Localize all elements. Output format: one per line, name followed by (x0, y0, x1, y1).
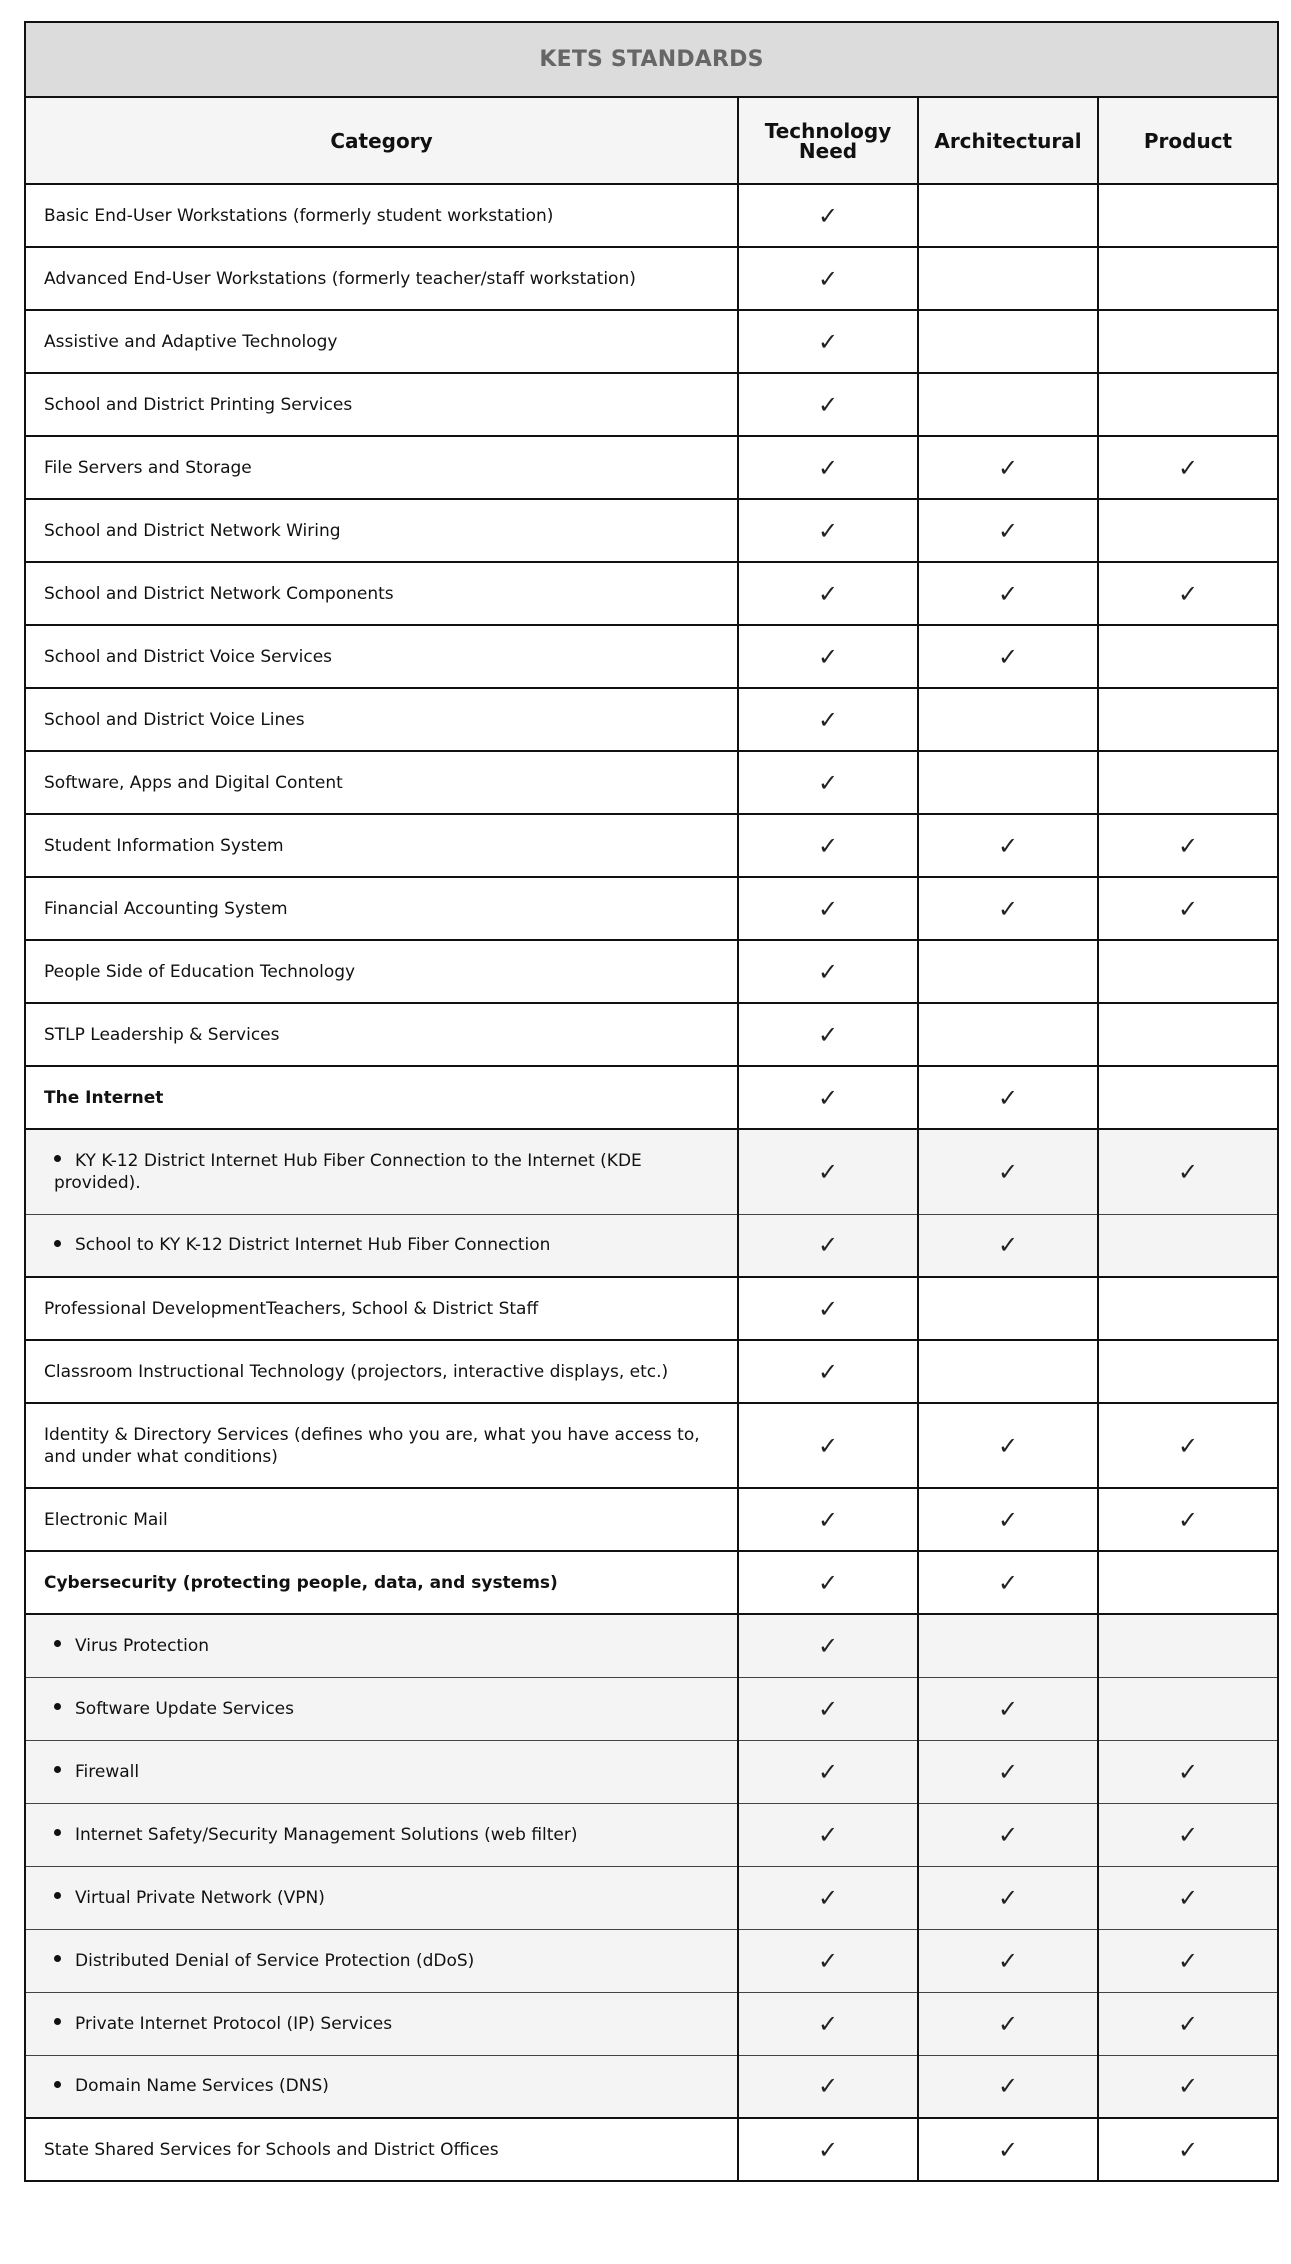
table-row (25, 1866, 1278, 1929)
technology-need-cell (738, 1866, 918, 1929)
product-cell (1098, 877, 1278, 940)
bullet-icon (54, 2018, 61, 2025)
category-label: Electronic Mail (44, 1509, 168, 1530)
checkmark-icon: ✓ (817, 642, 839, 671)
technology-need-cell (738, 1066, 918, 1129)
architectural-cell (918, 1551, 1098, 1614)
product-cell (1098, 1003, 1278, 1066)
product-cell (1098, 940, 1278, 1003)
category-label: School and District Network Components (44, 583, 394, 604)
architectural-cell (918, 1488, 1098, 1551)
category-label: Student Information System (44, 835, 284, 856)
architectural-cell (918, 1066, 1098, 1129)
checkmark-icon: ✓ (1177, 1820, 1199, 1849)
product-cell (1098, 184, 1278, 247)
category-label: Virus Protection (75, 1635, 210, 1656)
checkmark-icon: ✓ (817, 768, 839, 797)
product-cell (1098, 1488, 1278, 1551)
product-cell (1098, 562, 1278, 625)
category-cell (25, 1214, 738, 1277)
checkmark-icon: ✓ (817, 831, 839, 860)
product-cell (1098, 1551, 1278, 1614)
technology-need-cell (738, 1340, 918, 1403)
checkmark-icon: ✓ (997, 894, 1019, 923)
checkmark-icon: ✓ (817, 1157, 839, 1186)
product-cell (1098, 499, 1278, 562)
architectural-cell (918, 940, 1098, 1003)
category-label: School and District Printing Services (44, 394, 353, 415)
table-row (25, 562, 1278, 625)
bullet-icon (54, 1155, 61, 1162)
table-row (25, 2055, 1278, 2118)
category-label: Private Internet Protocol (IP) Services (75, 2013, 393, 2034)
checkmark-icon: ✓ (817, 2072, 839, 2101)
product-cell (1098, 2118, 1278, 2181)
architectural-cell (918, 247, 1098, 310)
category-cell (25, 940, 738, 1003)
checkmark-icon: ✓ (817, 453, 839, 482)
architectural-cell (918, 1614, 1098, 1677)
table-row (25, 625, 1278, 688)
checkmark-icon: ✓ (817, 579, 839, 608)
technology-need-cell (738, 1803, 918, 1866)
product-cell (1098, 1866, 1278, 1929)
product-cell (1098, 1340, 1278, 1403)
checkmark-icon: ✓ (1177, 1431, 1199, 1460)
checkmark-icon: ✓ (817, 1020, 839, 1049)
architectural-cell (918, 751, 1098, 814)
checkmark-icon: ✓ (817, 1231, 839, 1260)
category-label: School and District Voice Lines (44, 709, 305, 730)
table-row (25, 1403, 1278, 1488)
technology-need-cell (738, 499, 918, 562)
technology-need-cell (738, 1003, 918, 1066)
category-cell (25, 1340, 738, 1403)
table-row (25, 1677, 1278, 1740)
table-row (25, 1614, 1278, 1677)
category-cell (25, 877, 738, 940)
table-row (25, 814, 1278, 877)
bullet-icon (54, 2081, 61, 2088)
category-cell (25, 688, 738, 751)
technology-need-cell (738, 1740, 918, 1803)
table-row (25, 1488, 1278, 1551)
architectural-cell (918, 1740, 1098, 1803)
architectural-cell (918, 1340, 1098, 1403)
product-cell (1098, 1214, 1278, 1277)
category-label: Basic End-User Workstations (formerly student workstation) (44, 205, 554, 226)
architectural-cell (918, 436, 1098, 499)
checkmark-icon: ✓ (817, 1946, 839, 1975)
column-header-architectural: Architectural (918, 97, 1098, 184)
bullet-icon (54, 1703, 61, 1710)
checkmark-icon: ✓ (817, 516, 839, 545)
technology-need-cell (738, 1929, 918, 1992)
technology-need-cell (738, 940, 918, 1003)
kets-standards-sheet (24, 21, 1277, 2182)
bullet-icon (54, 1640, 61, 1647)
architectural-cell (918, 184, 1098, 247)
checkmark-icon: ✓ (1177, 831, 1199, 860)
architectural-cell (918, 1929, 1098, 1992)
technology-need-cell (738, 184, 918, 247)
technology-need-cell (738, 1677, 918, 1740)
checkmark-icon: ✓ (1177, 1757, 1199, 1786)
technology-need-cell (738, 1214, 918, 1277)
checkmark-icon: ✓ (997, 516, 1019, 545)
technology-need-cell (738, 1992, 918, 2055)
checkmark-icon: ✓ (997, 2009, 1019, 2038)
checkmark-icon: ✓ (1177, 1505, 1199, 1534)
category-cell (25, 625, 738, 688)
category-label: State Shared Services for Schools and District Offices (44, 2139, 499, 2160)
checkmark-icon: ✓ (1177, 2135, 1199, 2164)
checkmark-icon: ✓ (817, 1431, 839, 1460)
product-cell (1098, 625, 1278, 688)
checkmark-icon: ✓ (817, 1568, 839, 1597)
checkmark-icon: ✓ (997, 1568, 1019, 1597)
architectural-cell (918, 373, 1098, 436)
category-label: Advanced End-User Workstations (formerly teacher/staff workstation) (44, 268, 636, 289)
architectural-cell (918, 877, 1098, 940)
architectural-cell (918, 814, 1098, 877)
column-header-category: Category (25, 97, 738, 184)
category-label: School to KY K-12 District Internet Hub Fiber Connection (75, 1235, 551, 1256)
technology-need-cell (738, 751, 918, 814)
category-label: Internet Safety/Security Management Solutions (web filter) (75, 1824, 578, 1845)
category-cell (25, 310, 738, 373)
technology-need-cell (738, 1551, 918, 1614)
checkmark-icon: ✓ (997, 1431, 1019, 1460)
checkmark-icon: ✓ (817, 1083, 839, 1112)
product-cell (1098, 751, 1278, 814)
category-label: File Servers and Storage (44, 457, 252, 478)
column-header-technology-need (738, 97, 918, 184)
category-cell (25, 1403, 738, 1488)
checkmark-icon: ✓ (997, 453, 1019, 482)
table-row (25, 1740, 1278, 1803)
technology-need-cell (738, 1614, 918, 1677)
category-cell (25, 1551, 738, 1614)
checkmark-icon: ✓ (997, 2135, 1019, 2164)
column-header-technology-need-label: Technology Need (764, 118, 892, 163)
table-row (25, 1066, 1278, 1129)
architectural-cell (918, 1803, 1098, 1866)
table-row (25, 2118, 1278, 2181)
product-cell (1098, 373, 1278, 436)
checkmark-icon: ✓ (997, 1083, 1019, 1112)
checkmark-icon: ✓ (817, 1883, 839, 1912)
table-row (25, 1929, 1278, 1992)
technology-need-cell (738, 1403, 918, 1488)
product-cell (1098, 1803, 1278, 1866)
checkmark-icon: ✓ (997, 1820, 1019, 1849)
architectural-cell (918, 1277, 1098, 1340)
architectural-cell (918, 1214, 1098, 1277)
category-label: Software, Apps and Digital Content (44, 772, 343, 793)
checkmark-icon: ✓ (1177, 1946, 1199, 1975)
checkmark-icon: ✓ (817, 390, 839, 419)
category-cell (25, 1992, 738, 2055)
checkmark-icon: ✓ (997, 1694, 1019, 1723)
checkmark-icon: ✓ (997, 1157, 1019, 1186)
table-title: KETS STANDARDS (25, 22, 1278, 97)
category-label: Classroom Instructional Technology (projectors, interactive displays, etc.) (44, 1361, 669, 1382)
technology-need-cell (738, 688, 918, 751)
table-row (25, 310, 1278, 373)
checkmark-icon: ✓ (817, 1757, 839, 1786)
product-cell (1098, 1992, 1278, 2055)
architectural-cell (918, 2055, 1098, 2118)
table-row (25, 1003, 1278, 1066)
bullet-icon (54, 1955, 61, 1962)
product-cell (1098, 1929, 1278, 1992)
checkmark-icon: ✓ (997, 2072, 1019, 2101)
checkmark-icon: ✓ (817, 2135, 839, 2164)
category-label: Professional DevelopmentTeachers, School & District Staff (44, 1298, 539, 1319)
checkmark-icon: ✓ (817, 1820, 839, 1849)
category-cell (25, 1677, 738, 1740)
bullet-icon (54, 1240, 61, 1247)
category-cell (25, 184, 738, 247)
category-label: Virtual Private Network (VPN) (75, 1887, 325, 1908)
category-label: Domain Name Services (DNS) (75, 2076, 329, 2097)
checkmark-icon: ✓ (817, 2009, 839, 2038)
checkmark-icon: ✓ (1177, 894, 1199, 923)
table-row (25, 940, 1278, 1003)
technology-need-cell (738, 436, 918, 499)
column-header-product: Product (1098, 97, 1278, 184)
bullet-icon (54, 1766, 61, 1773)
architectural-cell (918, 310, 1098, 373)
category-cell (25, 436, 738, 499)
category-cell (25, 1066, 738, 1129)
checkmark-icon: ✓ (1177, 453, 1199, 482)
checkmark-icon: ✓ (1177, 2072, 1199, 2101)
architectural-cell (918, 562, 1098, 625)
product-cell (1098, 688, 1278, 751)
table-body (25, 184, 1278, 2181)
category-cell (25, 814, 738, 877)
category-cell (25, 2055, 738, 2118)
technology-need-cell (738, 2055, 918, 2118)
checkmark-icon: ✓ (817, 264, 839, 293)
checkmark-icon: ✓ (997, 1757, 1019, 1786)
checkmark-icon: ✓ (997, 1883, 1019, 1912)
checkmark-icon: ✓ (817, 201, 839, 230)
table-row (25, 1551, 1278, 1614)
technology-need-cell (738, 310, 918, 373)
category-cell (25, 373, 738, 436)
checkmark-icon: ✓ (997, 1505, 1019, 1534)
product-cell (1098, 1740, 1278, 1803)
checkmark-icon: ✓ (1177, 1157, 1199, 1186)
category-cell (25, 2118, 738, 2181)
category-label: Cybersecurity (protecting people, data, and systems) (44, 1572, 558, 1593)
checkmark-icon: ✓ (997, 1946, 1019, 1975)
category-cell (25, 1003, 738, 1066)
category-label: School and District Voice Services (44, 646, 333, 667)
category-label: School and District Network Wiring (44, 520, 341, 541)
architectural-cell (918, 1129, 1098, 1214)
category-cell (25, 1129, 738, 1214)
checkmark-icon: ✓ (817, 705, 839, 734)
category-label: Distributed Denial of Service Protection (dDoS) (75, 1950, 475, 1971)
table-row (25, 751, 1278, 814)
checkmark-icon: ✓ (817, 1357, 839, 1386)
technology-need-cell (738, 1488, 918, 1551)
technology-need-cell (738, 247, 918, 310)
table-row (25, 1992, 1278, 2055)
checkmark-icon: ✓ (817, 894, 839, 923)
category-cell (25, 247, 738, 310)
category-label: STLP Leadership & Services (44, 1024, 280, 1045)
bullet-icon (54, 1892, 61, 1899)
category-label: People Side of Education Technology (44, 961, 356, 982)
architectural-cell (918, 499, 1098, 562)
checkmark-icon: ✓ (817, 1294, 839, 1323)
architectural-cell (918, 1403, 1098, 1488)
category-cell (25, 562, 738, 625)
category-label: Firewall (75, 1761, 140, 1782)
table-row (25, 499, 1278, 562)
table-row (25, 1277, 1278, 1340)
table-row (25, 1129, 1278, 1214)
checkmark-icon: ✓ (1177, 2009, 1199, 2038)
product-cell (1098, 310, 1278, 373)
table-row (25, 373, 1278, 436)
category-cell (25, 1929, 738, 1992)
architectural-cell (918, 2118, 1098, 2181)
product-cell (1098, 247, 1278, 310)
product-cell (1098, 1129, 1278, 1214)
category-cell (25, 1614, 738, 1677)
checkmark-icon: ✓ (817, 327, 839, 356)
architectural-cell (918, 1677, 1098, 1740)
product-cell (1098, 1614, 1278, 1677)
category-cell (25, 1277, 738, 1340)
category-cell (25, 1803, 738, 1866)
architectural-cell (918, 1003, 1098, 1066)
header-row (25, 97, 1278, 184)
table-row (25, 1214, 1278, 1277)
technology-need-cell (738, 814, 918, 877)
technology-need-cell (738, 373, 918, 436)
category-cell (25, 751, 738, 814)
product-cell (1098, 814, 1278, 877)
category-label: Financial Accounting System (44, 898, 288, 919)
architectural-cell (918, 625, 1098, 688)
product-cell (1098, 1677, 1278, 1740)
product-cell (1098, 436, 1278, 499)
table-row (25, 436, 1278, 499)
table-row (25, 1803, 1278, 1866)
checkmark-icon: ✓ (997, 579, 1019, 608)
product-cell (1098, 1277, 1278, 1340)
architectural-cell (918, 688, 1098, 751)
technology-need-cell (738, 877, 918, 940)
table-row (25, 877, 1278, 940)
technology-need-cell (738, 625, 918, 688)
category-cell (25, 1488, 738, 1551)
checkmark-icon: ✓ (817, 1631, 839, 1660)
checkmark-icon: ✓ (1177, 579, 1199, 608)
table-row (25, 247, 1278, 310)
architectural-cell (918, 1866, 1098, 1929)
bullet-icon (54, 1829, 61, 1836)
category-cell (25, 1866, 738, 1929)
product-cell (1098, 2055, 1278, 2118)
technology-need-cell (738, 1129, 918, 1214)
checkmark-icon: ✓ (817, 1505, 839, 1534)
category-label: Assistive and Adaptive Technology (44, 331, 338, 352)
standards-table (24, 21, 1279, 2182)
checkmark-icon: ✓ (1177, 1883, 1199, 1912)
technology-need-cell (738, 1277, 918, 1340)
category-label: Identity & Directory Services (defines who you are, what you have access to, and under what conditions) (44, 1424, 700, 1467)
category-label: Software Update Services (75, 1698, 294, 1719)
table-row (25, 184, 1278, 247)
category-label: KY K-12 District Internet Hub Fiber Connection to the Internet (KDE provided). (54, 1150, 642, 1193)
category-label: The Internet (44, 1087, 164, 1108)
checkmark-icon: ✓ (997, 1231, 1019, 1260)
checkmark-icon: ✓ (817, 1694, 839, 1723)
technology-need-cell (738, 2118, 918, 2181)
table-row (25, 1340, 1278, 1403)
table-row (25, 688, 1278, 751)
category-cell (25, 499, 738, 562)
checkmark-icon: ✓ (997, 642, 1019, 671)
technology-need-cell (738, 562, 918, 625)
product-cell (1098, 1066, 1278, 1129)
checkmark-icon: ✓ (997, 831, 1019, 860)
architectural-cell (918, 1992, 1098, 2055)
checkmark-icon: ✓ (817, 957, 839, 986)
product-cell (1098, 1403, 1278, 1488)
category-cell (25, 1740, 738, 1803)
